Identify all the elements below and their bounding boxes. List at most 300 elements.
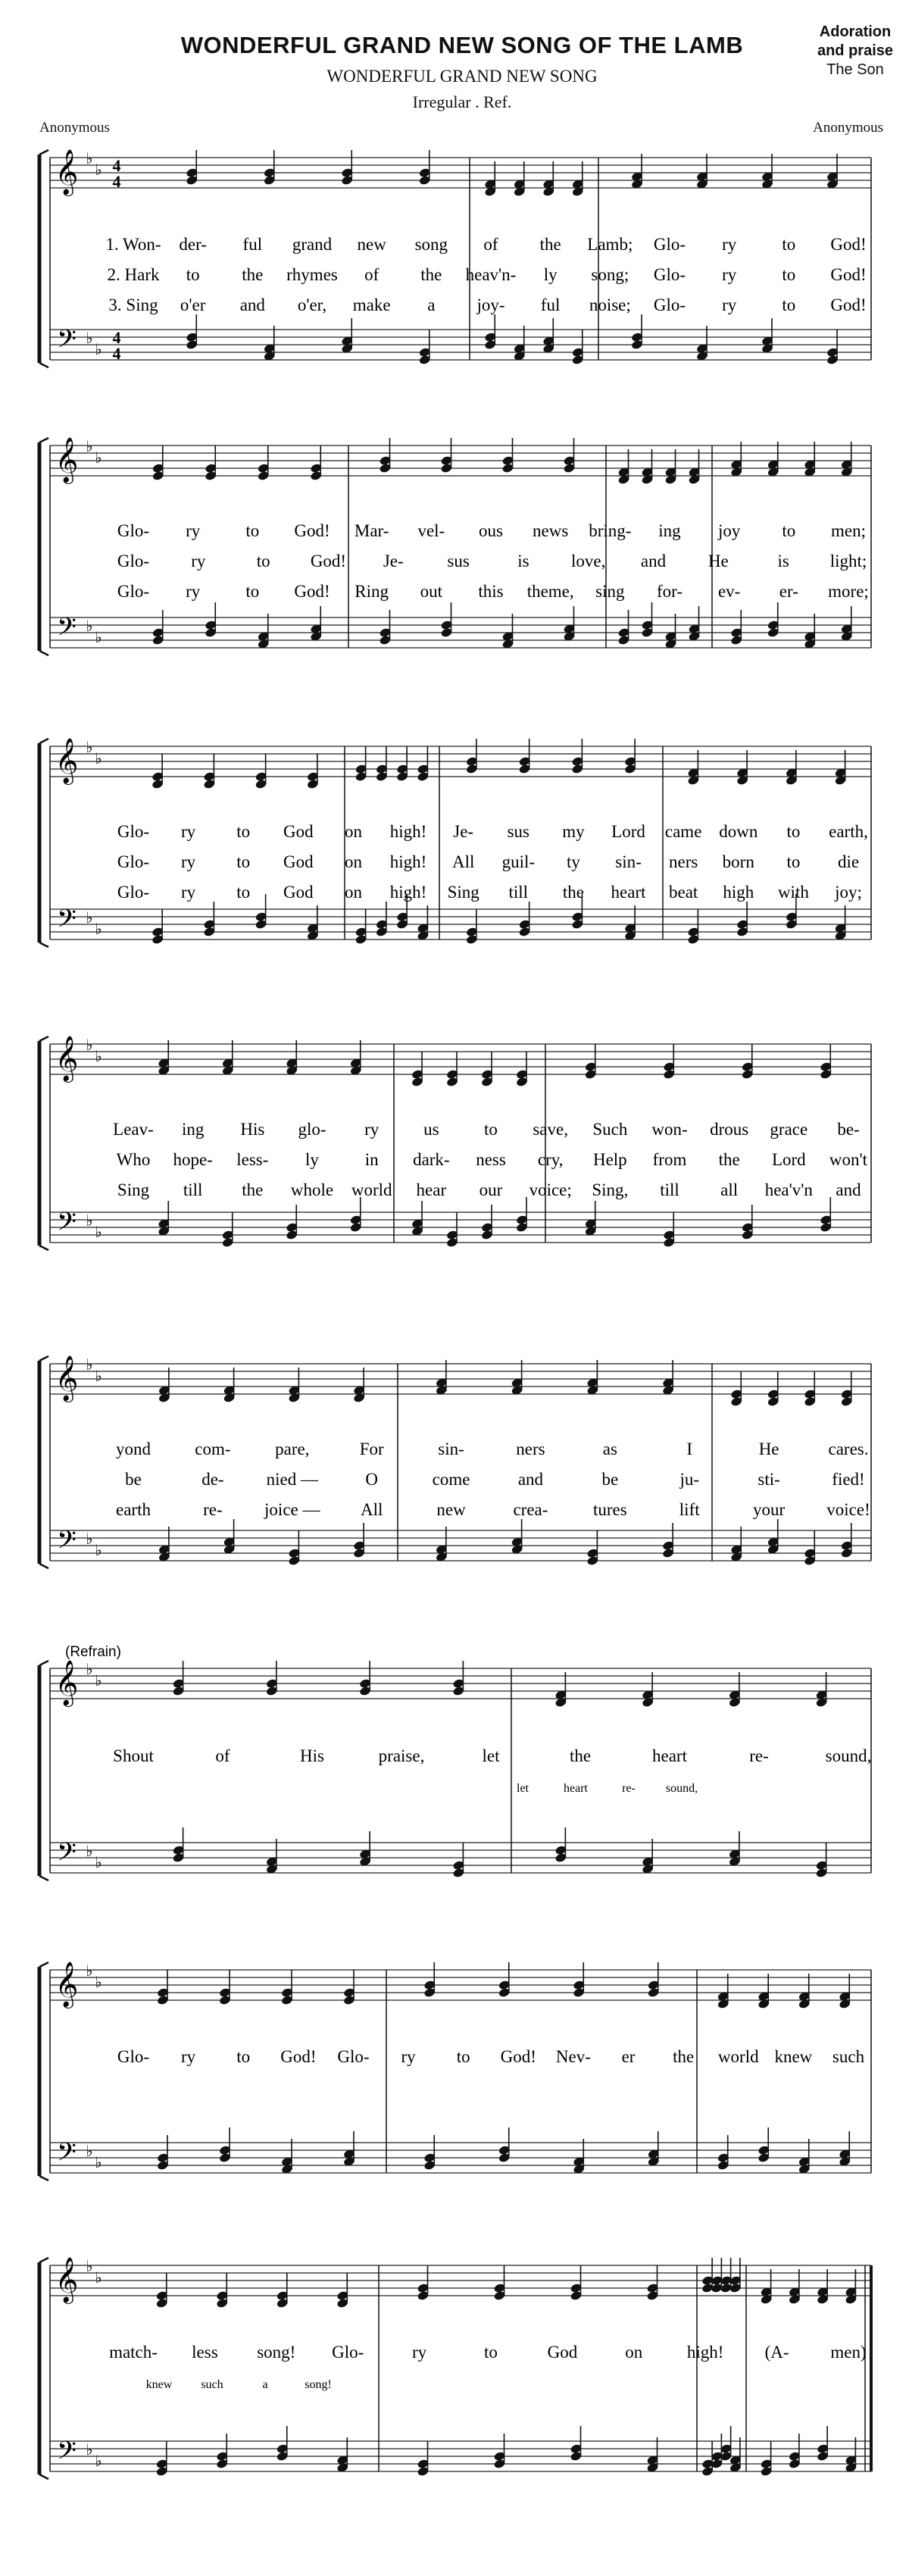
lyric-syllable: Lord xyxy=(771,1150,806,1169)
lyric-syllable: guil- xyxy=(501,852,536,871)
lyric-syllable: high! xyxy=(686,2343,724,2362)
treble-clef: 𝄞 xyxy=(55,1355,79,1401)
lyric-syllable: the xyxy=(562,883,584,902)
lyric-syllable: ness xyxy=(476,1150,506,1169)
lyric-syllable: to xyxy=(782,295,796,314)
lyric-syllable: and xyxy=(517,1470,544,1489)
lyric-syllable: God! xyxy=(500,2047,536,2066)
treble-clef: 𝄞 xyxy=(55,738,79,783)
lyric-syllable: let xyxy=(482,1746,500,1765)
lyric-syllable: to xyxy=(484,1120,498,1139)
music-by: Anonymous xyxy=(813,120,883,136)
echo-lyric: a xyxy=(262,2378,268,2391)
key-signature-flat: ♭ xyxy=(86,439,93,455)
lyric-syllable: love, xyxy=(571,552,606,571)
lyric-syllable: der- xyxy=(179,235,207,254)
lyric-syllable: make xyxy=(352,295,391,314)
lyric-syllable: Sing xyxy=(117,1180,150,1199)
lyric-syllable: Je- xyxy=(383,552,404,571)
lyric-syllable: pare, xyxy=(275,1440,310,1458)
key-signature-flat: ♭ xyxy=(86,1843,93,1860)
hymn-title: WONDERFUL GRAND NEW SONG OF THE LAMB xyxy=(180,32,744,58)
music-system xyxy=(39,150,871,367)
lyric-syllable: sing xyxy=(595,582,625,601)
lyric-syllable: in xyxy=(364,1150,379,1169)
music-system xyxy=(39,739,871,947)
lyric-syllable: noise; xyxy=(589,295,631,314)
key-signature-flat: ♭ xyxy=(86,1531,93,1548)
echo-lyric: let xyxy=(517,1782,529,1795)
lyric-syllable: ry xyxy=(181,822,196,841)
lyric-syllable: earth xyxy=(116,1500,151,1519)
lyric-syllable: voice! xyxy=(826,1500,870,1519)
lyric-syllable: come xyxy=(432,1470,470,1489)
lyric-syllable: Mar- xyxy=(354,521,389,540)
key-signature-flat: ♭ xyxy=(86,151,93,167)
bracket-hook xyxy=(39,1036,48,1041)
lyric-syllable: on xyxy=(625,2343,643,2362)
lyric-syllable: 2. Hark xyxy=(107,265,160,284)
lyric-syllable: sin- xyxy=(615,852,642,871)
lyric-syllable: to xyxy=(245,521,260,540)
lyric-syllable: be xyxy=(601,1470,619,1489)
music-system xyxy=(39,1356,871,1568)
lyric-syllable: sound, xyxy=(825,1746,872,1765)
treble-clef: 𝄞 xyxy=(55,437,79,483)
lyric-syllable: ing xyxy=(658,521,681,540)
lyric-syllable: o'er xyxy=(180,295,206,314)
lyric-syllable: sus xyxy=(447,552,470,571)
lyric-syllable: knew xyxy=(774,2047,813,2066)
lyric-syllable: God xyxy=(283,852,314,871)
lyric-syllable: ev- xyxy=(717,582,741,601)
lyric-syllable: drous xyxy=(710,1120,749,1139)
lyric-syllable: die xyxy=(837,852,860,871)
lyric-syllable: For xyxy=(359,1440,384,1458)
lyric-syllable: Glo- xyxy=(653,295,686,314)
key-signature-flat: ♭ xyxy=(95,2155,102,2171)
lyric-syllable: ry xyxy=(191,552,206,571)
treble-clef: 𝄞 xyxy=(55,149,79,195)
lyric-syllable: All xyxy=(451,852,475,871)
lyric-syllable: Such xyxy=(592,1120,628,1139)
lyric-syllable: ty xyxy=(566,852,580,871)
lyric-syllable: ry xyxy=(186,582,201,601)
key-signature-flat: ♭ xyxy=(95,1543,102,1559)
lyric-syllable: Glo- xyxy=(117,852,150,871)
lyric-syllable: crea- xyxy=(513,1500,548,1519)
key-signature-flat: ♭ xyxy=(86,618,93,635)
lyric-syllable: God! xyxy=(294,582,330,601)
lyric-syllable: be xyxy=(125,1470,142,1489)
lyric-syllable: to xyxy=(245,582,260,601)
lyric-syllable: ry xyxy=(181,852,196,871)
bass-clef: 𝄢 xyxy=(57,1208,77,1243)
lyric-syllable: He xyxy=(708,552,729,571)
lyric-syllable: ry xyxy=(364,1120,380,1139)
lyric-syllable: God! xyxy=(830,265,867,284)
lyric-syllable: song; xyxy=(591,265,629,284)
lyric-syllable: high! xyxy=(389,822,427,841)
lyric-syllable: heart xyxy=(611,883,646,902)
lyric-syllable: is xyxy=(517,552,529,571)
lyric-syllable: to xyxy=(256,552,270,571)
lyric-syllable: dark- xyxy=(413,1150,450,1169)
key-signature-flat: ♭ xyxy=(86,1963,93,1980)
lyric-syllable: high! xyxy=(389,883,427,902)
lyric-syllable: ry xyxy=(722,295,737,314)
key-signature-flat: ♭ xyxy=(86,1213,93,1230)
lyric-syllable: joy; xyxy=(835,883,862,902)
lyric-syllable: to xyxy=(186,265,200,284)
key-signature-flat: ♭ xyxy=(95,921,102,938)
lyric-syllable: the xyxy=(242,265,264,284)
lyric-syllable: new xyxy=(357,235,386,254)
key-signature-flat: ♭ xyxy=(86,739,93,756)
lyric-syllable: ju- xyxy=(679,1470,700,1489)
music-system xyxy=(39,1962,871,2181)
lyric-syllable: ry xyxy=(186,521,201,540)
lyric-syllable: world xyxy=(717,2047,759,2066)
lyric-syllable: on xyxy=(344,852,362,871)
lyric-syllable: glo- xyxy=(298,1120,326,1139)
lyric-syllable: new xyxy=(436,1500,466,1519)
bass-clef: 𝄢 xyxy=(57,2437,77,2471)
treble-clef: 𝄞 xyxy=(55,2257,79,2302)
lyric-syllable: as xyxy=(602,1440,617,1458)
bracket-hook xyxy=(39,943,48,947)
lyric-syllable: tures xyxy=(592,1500,627,1519)
lyric-syllable: Lord xyxy=(611,822,645,841)
lyric-syllable: for- xyxy=(656,582,683,601)
lyric-syllable: heart xyxy=(652,1746,687,1765)
lyric-syllable: bring- xyxy=(589,521,632,540)
lyric-syllable: is xyxy=(777,552,789,571)
bass-clef: 𝄢 xyxy=(57,2138,77,2173)
bracket-hook xyxy=(39,2474,48,2479)
bass-clef: 𝄢 xyxy=(57,905,77,939)
lyric-syllable: God xyxy=(283,822,314,841)
lyric-syllable: till xyxy=(660,1180,679,1199)
lyric-syllable: ry xyxy=(722,265,737,284)
lyric-syllable: yond xyxy=(116,1440,151,1458)
lyric-syllable: Leav- xyxy=(113,1120,154,1139)
category-line: Adoration xyxy=(819,23,892,40)
key-signature-flat: ♭ xyxy=(86,910,93,927)
time-signature-bottom: 4 xyxy=(112,344,121,363)
lyric-syllable: to xyxy=(236,883,251,902)
lyric-syllable: (A- xyxy=(764,2343,789,2362)
echo-lyric: re- xyxy=(622,1782,636,1795)
key-signature-flat: ♭ xyxy=(95,450,102,467)
key-signature-flat: ♭ xyxy=(95,1673,102,1690)
lyric-syllable: more; xyxy=(828,582,869,601)
treble-clef: 𝄞 xyxy=(55,1036,79,1081)
echo-lyric: knew xyxy=(145,2378,173,2391)
lyric-syllable: and xyxy=(836,1180,861,1199)
lyric-syllable: Glo- xyxy=(117,883,150,902)
lyric-syllable: and xyxy=(239,295,265,314)
lyric-syllable: God! xyxy=(310,552,347,571)
lyric-syllable: be- xyxy=(837,1120,860,1139)
lyric-syllable: to xyxy=(782,265,796,284)
time-signature-top: 4 xyxy=(112,328,121,347)
lyric-syllable: of xyxy=(483,235,498,254)
lyric-syllable: er xyxy=(621,2047,636,2066)
key-signature-flat: ♭ xyxy=(95,1049,102,1065)
key-signature-flat: ♭ xyxy=(95,2453,102,2470)
lyric-syllable: Glo- xyxy=(653,265,686,284)
lyric-syllable: ry xyxy=(401,2047,416,2066)
lyric-syllable: fied! xyxy=(832,1470,865,1489)
lyric-syllable: sin- xyxy=(438,1440,464,1458)
lyric-syllable: God xyxy=(283,883,314,902)
lyric-syllable: joy- xyxy=(476,295,505,314)
lyric-syllable: save, xyxy=(533,1120,568,1139)
lyric-syllable: to xyxy=(782,235,796,254)
lyric-syllable: of xyxy=(215,1746,230,1765)
lyric-syllable: ful xyxy=(242,235,263,254)
lyric-syllable: a xyxy=(427,295,436,314)
lyric-syllable: born xyxy=(722,852,754,871)
lyric-syllable: Je- xyxy=(453,822,474,841)
lyric-syllable: Glo- xyxy=(653,235,686,254)
key-signature-flat: ♭ xyxy=(86,1037,93,1054)
meter: Irregular . Ref. xyxy=(412,92,512,111)
lyric-syllable: the xyxy=(673,2047,695,2066)
lyric-syllable: cry, xyxy=(537,1150,564,1169)
lyric-syllable: light; xyxy=(829,552,867,571)
lyric-syllable: ful xyxy=(540,295,561,314)
lyric-syllable: men) xyxy=(830,2343,867,2362)
lyric-syllable: Help xyxy=(592,1150,627,1169)
lyric-syllable: to xyxy=(786,822,801,841)
time-signature-bottom: 4 xyxy=(112,172,121,191)
lyric-syllable: won't xyxy=(829,1150,868,1169)
bass-clef: 𝄢 xyxy=(57,325,77,360)
lyric-syllable: of xyxy=(364,265,380,284)
lyric-syllable: er- xyxy=(779,582,798,601)
music-system xyxy=(39,438,871,655)
lyric-syllable: my xyxy=(562,822,585,841)
lyric-syllable: voice; xyxy=(529,1180,572,1199)
bracket-hook xyxy=(39,1356,48,1361)
lyric-syllable: to xyxy=(786,852,801,871)
lyric-syllable: out xyxy=(420,582,443,601)
lyric-syllable: your xyxy=(753,1500,786,1519)
key-signature-flat: ♭ xyxy=(95,1974,102,1991)
lyric-syllable: till xyxy=(183,1180,203,1199)
lyric-syllable: Glo- xyxy=(117,822,150,841)
echo-lyric: such xyxy=(201,2378,223,2391)
lyric-syllable: God! xyxy=(280,2047,317,2066)
lyric-syllable: 1. Won- xyxy=(105,235,161,254)
key-signature-flat: ♭ xyxy=(95,162,102,179)
lyric-syllable: Glo- xyxy=(117,552,150,571)
lyric-syllable: praise, xyxy=(378,1746,425,1765)
lyric-syllable: Sing xyxy=(447,883,479,902)
lyric-syllable: ly xyxy=(543,265,558,284)
bracket-hook xyxy=(39,739,48,743)
lyric-syllable: down xyxy=(719,822,758,841)
lyric-syllable: de- xyxy=(201,1470,224,1489)
lyric-syllable: lift xyxy=(679,1500,700,1519)
bass-clef: 𝄢 xyxy=(57,1526,77,1561)
bracket-hook xyxy=(39,1661,48,1665)
lyric-syllable: hea'v'n xyxy=(764,1180,813,1199)
key-signature-flat: ♭ xyxy=(86,2143,93,2160)
music-system xyxy=(39,1036,871,1250)
lyric-syllable: the xyxy=(569,1746,592,1765)
lyric-syllable: to xyxy=(236,822,251,841)
lyric-syllable: He xyxy=(758,1440,779,1458)
lyric-syllable: hope- xyxy=(173,1150,213,1169)
lyric-syllable: all xyxy=(720,1180,739,1199)
lyric-syllable: All xyxy=(360,1500,383,1519)
lyric-syllable: grace xyxy=(770,1120,808,1139)
key-signature-flat: ♭ xyxy=(95,1855,102,1871)
key-signature-flat: ♭ xyxy=(86,330,93,347)
lyric-syllable: heav'n- xyxy=(465,265,517,284)
lyric-syllable: com- xyxy=(195,1440,231,1458)
lyric-syllable: Glo- xyxy=(337,2047,370,2066)
lyric-syllable: sti- xyxy=(758,1470,780,1489)
lyric-syllable: earth, xyxy=(829,822,868,841)
key-signature-flat: ♭ xyxy=(95,2270,102,2287)
lyric-syllable: cares. xyxy=(828,1440,869,1458)
lyric-syllable: God xyxy=(547,2343,578,2362)
lyric-syllable: 3. Sing xyxy=(108,295,158,314)
lyric-syllable: the xyxy=(242,1180,264,1199)
lyric-syllable: ly xyxy=(305,1150,319,1169)
lyric-syllable: on xyxy=(344,883,362,902)
key-signature-flat: ♭ xyxy=(95,1224,102,1241)
lyric-syllable: rhymes xyxy=(286,265,338,284)
bracket-hook xyxy=(39,1962,48,1967)
key-signature-flat: ♭ xyxy=(86,1662,93,1678)
lyric-syllable: till xyxy=(508,883,529,902)
lyric-syllable: less- xyxy=(236,1150,269,1169)
echo-lyric: song! xyxy=(305,2378,332,2391)
bracket-hook xyxy=(39,1564,48,1568)
lyric-syllable: us xyxy=(423,1120,439,1139)
lyric-syllable: high xyxy=(723,883,754,902)
lyric-syllable: ry xyxy=(181,883,196,902)
lyric-syllable: to xyxy=(236,2047,251,2066)
lyric-syllable: won- xyxy=(651,1120,688,1139)
lyric-syllable: and xyxy=(640,552,667,571)
lyric-syllable: joy xyxy=(717,521,741,540)
lyric-syllable: Sing, xyxy=(592,1180,629,1199)
lyric-syllable: less xyxy=(192,2343,218,2362)
lyric-syllable: Lamb; xyxy=(587,235,633,254)
lyric-syllable: to xyxy=(782,521,796,540)
key-signature-flat: ♭ xyxy=(95,1368,102,1385)
lyric-syllable: high! xyxy=(389,852,427,871)
refrain-label: (Refrain) xyxy=(65,1644,121,1660)
category-line: and praise xyxy=(817,42,894,59)
lyric-syllable: from xyxy=(652,1150,687,1169)
lyric-syllable: ry xyxy=(412,2343,427,2362)
lyric-syllable: song! xyxy=(257,2343,296,2362)
lyric-syllable: our xyxy=(479,1180,503,1199)
lyric-syllable: men; xyxy=(831,521,866,540)
lyric-syllable: the xyxy=(420,265,442,284)
lyric-syllable: nied — xyxy=(266,1470,318,1489)
bracket-hook xyxy=(39,2176,48,2181)
lyric-syllable: O xyxy=(365,1470,378,1489)
lyric-syllable: song xyxy=(414,235,448,254)
lyric-syllable: world xyxy=(351,1180,392,1199)
lyric-syllable: Nev- xyxy=(555,2047,591,2066)
key-signature-flat: ♭ xyxy=(95,630,102,646)
lyric-syllable: Ring xyxy=(355,582,389,601)
lyric-syllable: ous xyxy=(479,521,503,540)
lyric-syllable: I xyxy=(686,1440,693,1458)
lyric-syllable: this xyxy=(478,582,504,601)
lyric-syllable: ing xyxy=(181,1120,205,1139)
lyric-syllable: re- xyxy=(203,1500,223,1519)
bracket-hook xyxy=(39,150,48,155)
lyric-syllable: God! xyxy=(830,295,867,314)
lyric-syllable: joice — xyxy=(264,1500,320,1519)
lyric-syllable: ners xyxy=(516,1440,545,1458)
lyric-syllable: Who xyxy=(116,1150,151,1169)
lyric-syllable: God! xyxy=(830,235,867,254)
lyric-syllable: such xyxy=(832,2047,865,2066)
lyric-syllable: whole xyxy=(290,1180,334,1199)
time-signature-top: 4 xyxy=(112,156,121,175)
lyric-syllable: ners xyxy=(668,852,698,871)
lyric-syllable: news xyxy=(533,521,569,540)
lyric-syllable: the xyxy=(718,1150,740,1169)
lyric-syllable: Glo- xyxy=(117,582,150,601)
lyric-syllable: with xyxy=(777,883,809,902)
lyric-syllable: theme, xyxy=(526,582,574,601)
lyric-syllable: God! xyxy=(294,521,330,540)
lyric-syllable: to xyxy=(236,852,251,871)
key-signature-flat: ♭ xyxy=(86,2259,93,2275)
lyric-syllable: on xyxy=(344,822,362,841)
lyric-syllable: sus xyxy=(507,822,530,841)
lyric-syllable: the xyxy=(539,235,561,254)
bracket-hook xyxy=(39,363,48,367)
lyric-syllable: ry xyxy=(181,2047,196,2066)
lyric-syllable: hear xyxy=(416,1180,447,1199)
tune-name: WONDERFUL GRAND NEW SONG xyxy=(326,67,598,86)
bass-clef: 𝄢 xyxy=(57,1838,77,1873)
lyric-syllable: Shout xyxy=(113,1746,154,1765)
bracket-hook xyxy=(39,2258,48,2262)
lyric-syllable: match- xyxy=(109,2343,158,2362)
music-system xyxy=(39,2258,871,2479)
lyric-syllable: came xyxy=(664,822,702,841)
lyric-syllable: to xyxy=(484,2343,498,2362)
lyric-syllable: His xyxy=(300,1746,324,1765)
lyric-syllable: grand xyxy=(292,235,333,254)
lyric-syllable: re- xyxy=(749,1746,769,1765)
key-signature-flat: ♭ xyxy=(95,751,102,767)
lyric-syllable: beat xyxy=(668,883,698,902)
bracket-hook xyxy=(39,438,48,442)
echo-lyric: heart xyxy=(564,1782,588,1795)
lyric-syllable: Glo- xyxy=(117,521,150,540)
treble-clef: 𝄞 xyxy=(55,1962,79,2007)
bracket-hook xyxy=(39,651,48,655)
lyric-syllable: to xyxy=(456,2047,470,2066)
lyric-syllable: His xyxy=(240,1120,265,1139)
words-by: Anonymous xyxy=(39,120,110,136)
